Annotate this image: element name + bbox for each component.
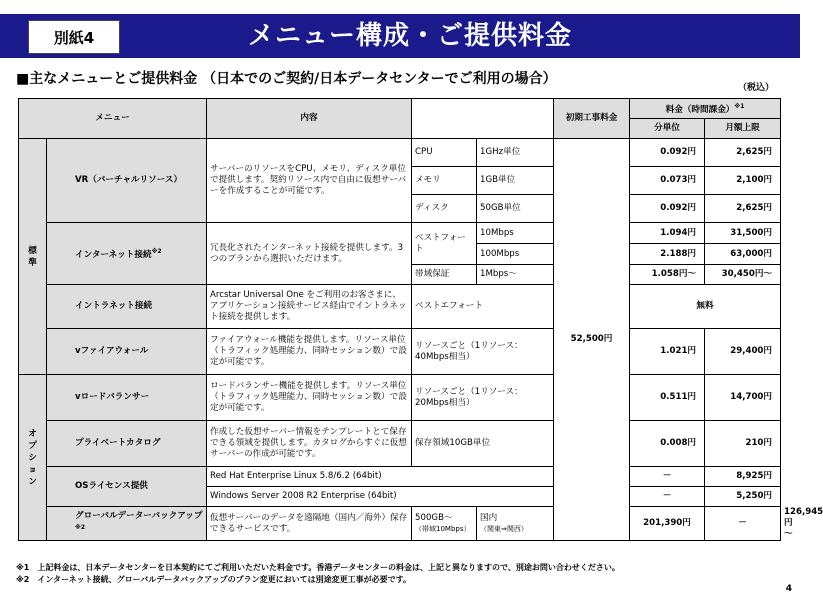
footnote-2: ※2 インターネット接続、グローバルデータバックアップのプラン変更においては別途変更工事が必要です。 xyxy=(16,575,411,584)
vr-per-min-cpu: 0.092円 xyxy=(630,139,705,167)
internet-monthly-100: 63,000円 xyxy=(705,244,781,265)
vr-per-min-memory: 0.073円 xyxy=(630,167,705,195)
vr-item-cpu: CPU xyxy=(412,139,477,167)
footnote-1: ※1 上記料金は、日本データセンターを日本契約にてご利用いただいた料金です。香港データセンターの料金は、上記と異なりますので、別途お問い合わせください。 xyxy=(16,563,620,572)
intranet-spec: ベストエフォート xyxy=(412,285,554,329)
header-spacer xyxy=(412,99,554,139)
menu-global-backup: グローバルデーターバックアップ$^{※2}$ xyxy=(47,507,207,541)
vr-item-disk: ディスク xyxy=(412,195,477,223)
page-title: メニュー構成・ご提供料金 xyxy=(247,21,572,51)
firewall-monthly: 29,400円 xyxy=(705,329,781,375)
table-row xyxy=(19,285,781,329)
catalog-description: 作成した仮想サーバー情報をテンプレートとて保存できる領域を提供します。カタログからすぐに仮想サーバーの作成が可能です。 xyxy=(207,421,412,467)
internet-spec-guaranteed: 1Mbps～ xyxy=(477,265,554,285)
vr-description: サーバーのリソースをCPU、メモリ、ディスク単位で提供します。契約リソース内で自由に仮想サーバーを作成することが可能です。 xyxy=(207,139,412,223)
os-spec-rhel: Red Hat Enterprise Linux 5.8/6.2 (64bit) xyxy=(207,467,554,487)
internet-per-min-10: 1.094円 xyxy=(630,223,705,244)
backup-per-min: － xyxy=(705,507,781,541)
pricing-table xyxy=(18,98,823,541)
header-monthly-cap: 月額上限 xyxy=(705,119,781,139)
backup-spec-capacity: 500GB～ （帯域10Mbps） xyxy=(412,507,477,541)
header-content: 内容 xyxy=(207,99,412,139)
header-menu: メニュー xyxy=(19,99,207,139)
vr-spec-disk: 50GB単位 xyxy=(477,195,554,223)
menu-private-catalog: プライベートカタログ xyxy=(47,421,207,467)
catalog-per-min: 0.008円 xyxy=(630,421,705,467)
menu-internet: インターネット接続$^{※2}$ xyxy=(47,223,207,285)
vr-monthly-cpu: 2,625円 xyxy=(705,139,781,167)
lb-monthly: 14,700円 xyxy=(705,375,781,421)
backup-spec-region: 国内 （関東⇒関西） xyxy=(477,507,554,541)
firewall-description: ファイアウォール機能を提供します。リソース単位（トラフィック処理能力、同時セッション数）で設定が可能です。 xyxy=(207,329,412,375)
internet-monthly-10: 31,500円 xyxy=(705,223,781,244)
table-row xyxy=(19,139,781,167)
vr-monthly-memory: 2,100円 xyxy=(705,167,781,195)
table-row xyxy=(19,421,781,467)
os-monthly-windows: 5,250円 xyxy=(705,487,781,507)
header xyxy=(0,0,800,68)
menu-firewall: vファイアウォール xyxy=(47,329,207,375)
vr-monthly-disk: 2,625円 xyxy=(705,195,781,223)
category-standard: 標準 xyxy=(19,139,47,375)
os-monthly-rhel: 8,925円 xyxy=(705,467,781,487)
firewall-spec: リソースごと（1リソース：40Mbps相当） xyxy=(412,329,554,375)
page-number: 4 xyxy=(785,584,792,594)
table-row: グローバルデーターバックアップ$^{※2}$ 仮想サーバーのデータを遠隔地（国内／海外）保存できるサービスです。 500GB～ （帯域10Mbps） 国内 （関東⇒関西） 201,390円 － 126,945円～ xyxy=(19,507,781,541)
internet-spec-100: 100Mbps xyxy=(477,244,554,265)
catalog-spec: 保存領域10GB単位 xyxy=(412,421,554,467)
vr-item-memory: メモリ xyxy=(412,167,477,195)
menu-vr: VR（バーチャルリソース） xyxy=(47,139,207,223)
intranet-description: Arcstar Universal One をご利用のお客さまに、アプリケーション接続サービス経由でイントラネット接続を提供します。 xyxy=(207,285,412,329)
lb-spec: リソースごと（1リソース：20Mbps相当） xyxy=(412,375,554,421)
os-spec-windows: Windows Server 2008 R2 Enterprise (64bit) xyxy=(207,487,554,507)
vr-spec-memory: 1GB単位 xyxy=(477,167,554,195)
table-row xyxy=(19,223,781,244)
internet-monthly-guaranteed: 30,450円～ xyxy=(705,265,781,285)
internet-description: 冗長化されたインターネット接続を提供します。3つのプランから選択いただけます。 xyxy=(207,223,412,285)
menu-intranet: イントラネット接続 xyxy=(47,285,207,329)
lb-description: ロードバランサー機能を提供します。リソース単位（トラフィック処理能力、同時セッション数）で設定が可能です。 xyxy=(207,375,412,421)
backup-initial-fee: 201,390円 xyxy=(630,507,705,541)
header-per-unit: 分単位 xyxy=(630,119,705,139)
os-per-min-rhel: － xyxy=(630,467,705,487)
internet-per-min-guaranteed: 1.058円～ xyxy=(630,265,705,285)
internet-item-guaranteed: 帯域保証 xyxy=(412,265,477,285)
table-row xyxy=(19,375,781,421)
os-per-min-windows: － xyxy=(630,487,705,507)
header-fee-group: 料金（時間課金）$^{※1}$ xyxy=(630,99,781,119)
menu-os-license: OSライセンス提供 xyxy=(47,467,207,507)
firewall-per-min: 1.021円 xyxy=(630,329,705,375)
catalog-monthly: 210円 xyxy=(705,421,781,467)
vr-per-min-disk: 0.092円 xyxy=(630,195,705,223)
internet-per-min-100: 2.188円 xyxy=(630,244,705,265)
header-initial-fee: 初期工事料金 xyxy=(554,99,630,139)
backup-description: 仮想サーバーのデータを遠隔地（国内／海外）保存できるサービスです。 xyxy=(207,507,412,541)
table-row xyxy=(19,467,781,487)
vr-spec-cpu: 1GHz単位 xyxy=(477,139,554,167)
internet-best-effort: ベストフォート xyxy=(412,223,477,265)
intranet-fee: 無料 xyxy=(630,285,781,329)
table-row xyxy=(19,329,781,375)
attachment-badge: 別紙4 xyxy=(28,20,120,54)
category-option: オプション xyxy=(19,375,47,541)
section-subtitle: ■主なメニューとご提供料金 （日本でのご契約/日本データセンターでご利用の場合） xyxy=(16,71,557,87)
footnotes xyxy=(16,562,620,586)
internet-spec-10: 10Mbps xyxy=(477,223,554,244)
lb-per-min: 0.511円 xyxy=(630,375,705,421)
initial-fee-shared: 52,500円 xyxy=(554,139,630,541)
tax-note: （税込） xyxy=(737,83,774,93)
menu-load-balancer: vロードバランサー xyxy=(47,375,207,421)
